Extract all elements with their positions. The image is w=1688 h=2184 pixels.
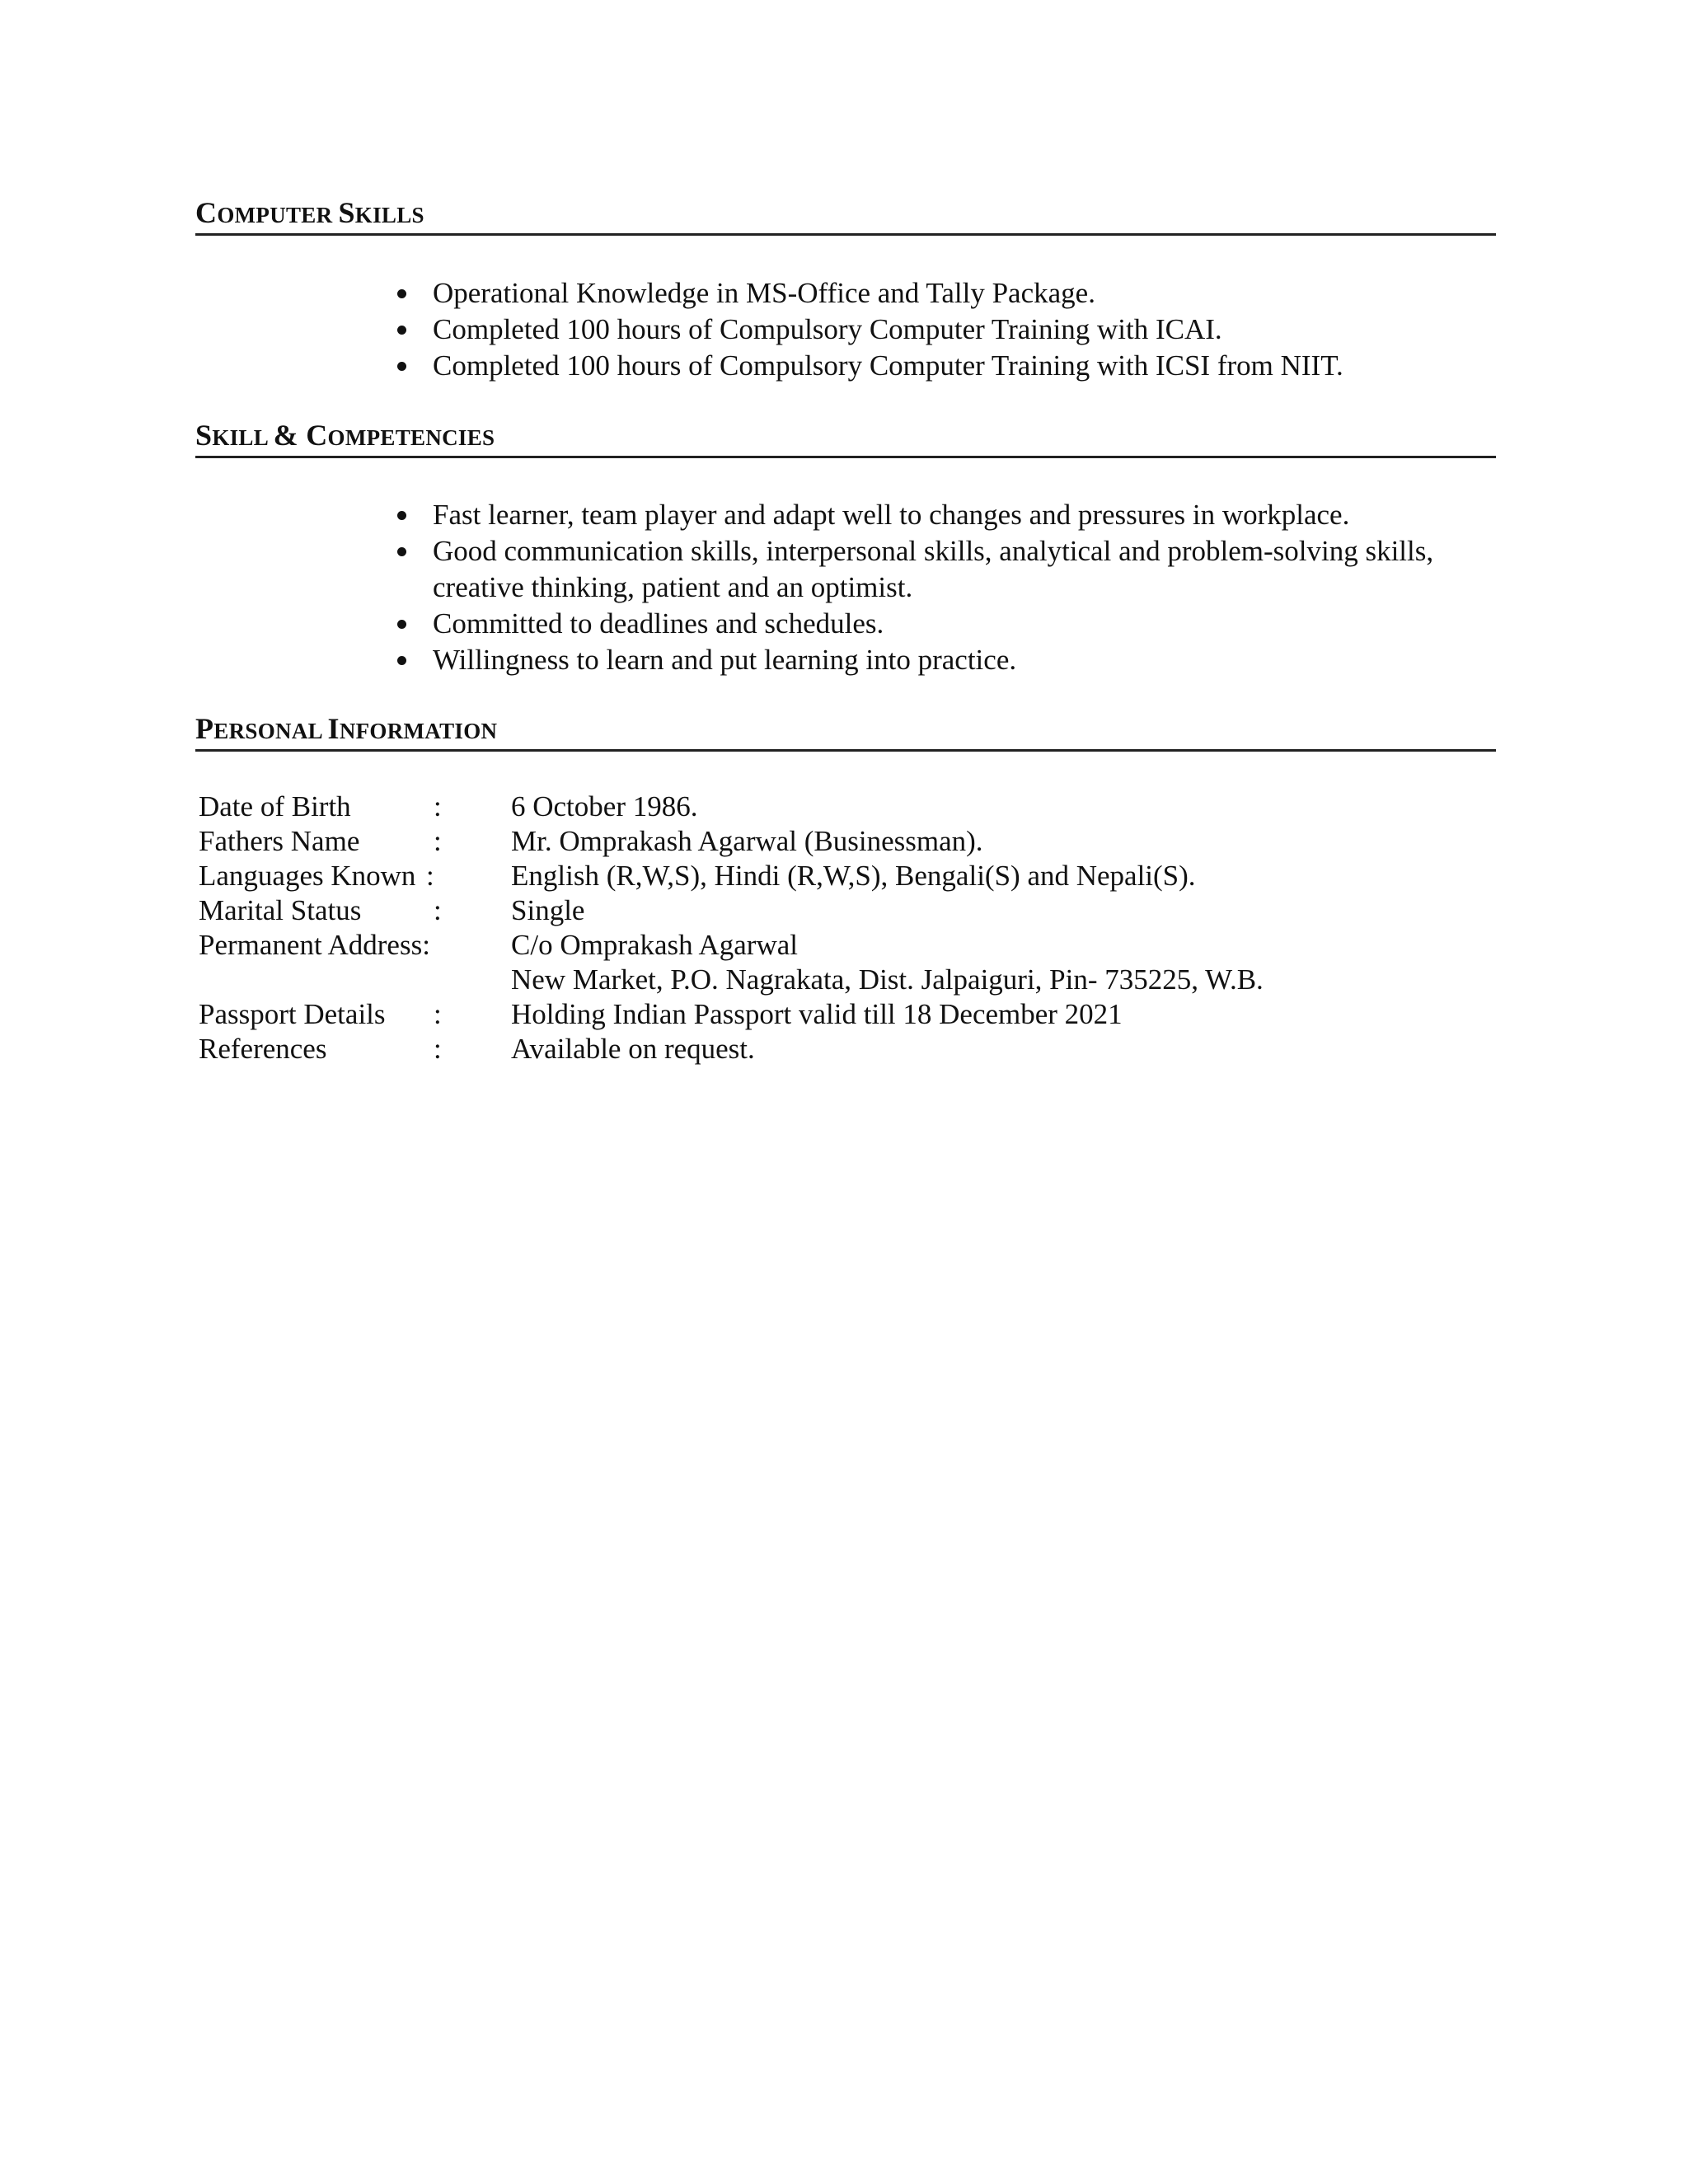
info-row-passport-details (199, 997, 1484, 1032)
heading-rest: OMPETENCIES (327, 425, 495, 450)
bullet-icon (397, 362, 406, 371)
info-row-fathers-name (199, 824, 1484, 859)
info-label: Fathers Name (199, 825, 360, 857)
heading-cap: C (195, 196, 218, 229)
info-value: 6 October 1986. (511, 790, 698, 823)
list-item (387, 533, 1508, 606)
heading-rest: ERSONAL (213, 719, 328, 743)
list-item-text: Good communication skills, interpersonal skills, analytical and problem-solving skills, creative thinking, patient and an optimist. (433, 535, 1434, 603)
info-row-languages-known (199, 859, 1484, 893)
list-item (387, 642, 1508, 678)
info-row-date-of-birth (199, 790, 1484, 824)
bullet-icon (397, 547, 406, 556)
info-label: Permanent Address: (199, 929, 430, 961)
list-item-text: Fast learner, team player and adapt well to changes and pressures in workplace. (433, 499, 1350, 531)
info-value: New Market, P.O. Nagrakata, Dist. Jalpaiguri, Pin- 735225, W.B. (511, 963, 1264, 996)
heading-cap: S (195, 419, 213, 452)
list-item-text: Completed 100 hours of Compulsory Computer Training with ICSI from NIIT. (433, 349, 1343, 382)
heading-cap: P (195, 712, 214, 745)
list-item (387, 275, 1508, 312)
personal-info-table (199, 790, 1484, 1066)
info-value: Single (511, 894, 585, 926)
info-row-address-line-2 (199, 963, 1484, 997)
info-value: English (R,W,S), Hindi (R,W,S), Bengali(S) and Nepali(S). (511, 860, 1196, 892)
info-label: Passport Details (199, 998, 386, 1030)
computer-skills-heading (195, 198, 1496, 236)
heading-rest: NFORMATION (339, 719, 498, 743)
info-colon: : (434, 825, 442, 857)
info-row-permanent-address (199, 928, 1484, 963)
info-value: C/o Omprakash Agarwal (511, 929, 798, 961)
heading-cap: & C (273, 419, 328, 452)
list-item-text: Willingness to learn and put learning into practice. (433, 644, 1017, 676)
bullet-icon (397, 326, 406, 335)
info-value: Holding Indian Passport valid till 18 December 2021 (511, 998, 1123, 1030)
list-item-text: Committed to deadlines and schedules. (433, 607, 884, 640)
heading-rest: KILL (212, 425, 274, 450)
bullet-icon (397, 656, 406, 665)
info-colon: : (434, 1033, 442, 1065)
list-item-text: Operational Knowledge in MS-Office and Tally Package. (433, 277, 1095, 309)
info-label: Marital Status (199, 894, 362, 926)
info-label: References (199, 1033, 327, 1065)
info-value: Available on request. (511, 1033, 755, 1065)
skill-competencies-list (387, 497, 1508, 678)
info-colon: : (426, 860, 434, 892)
info-colon: : (434, 998, 442, 1030)
bullet-icon (397, 511, 406, 520)
heading-rest: OMPUTER (217, 203, 339, 227)
list-item (387, 606, 1508, 642)
skill-competencies-heading (195, 420, 1496, 458)
list-item (387, 497, 1508, 533)
heading-cap: S (338, 196, 355, 229)
info-row-marital-status (199, 893, 1484, 928)
list-item-text: Completed 100 hours of Compulsory Computer Training with ICAI. (433, 313, 1222, 345)
heading-cap: I (327, 712, 340, 745)
heading-rest: KILLS (354, 203, 424, 227)
info-colon: : (434, 894, 442, 926)
info-colon: : (434, 790, 442, 823)
personal-information-heading (195, 714, 1496, 752)
bullet-icon (397, 289, 406, 298)
info-label: Languages Known (199, 860, 416, 892)
info-value: Mr. Omprakash Agarwal (Businessman). (511, 825, 983, 857)
info-label: Date of Birth (199, 790, 351, 823)
bullet-icon (397, 620, 406, 629)
list-item (387, 348, 1508, 384)
list-item (387, 312, 1508, 348)
computer-skills-list (387, 275, 1508, 384)
info-row-references (199, 1032, 1484, 1066)
